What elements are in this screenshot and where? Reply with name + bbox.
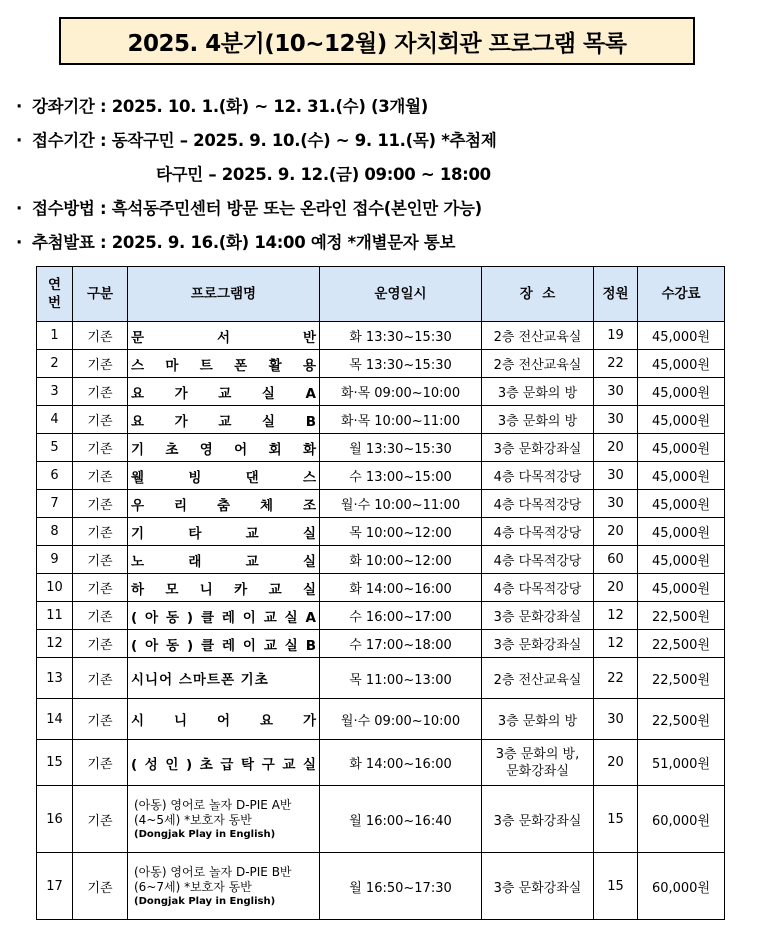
program-name-sub: (Dongjak Play in English) (134, 895, 276, 907)
header-type: 구분 (73, 267, 128, 322)
cell-type: 기존 (73, 699, 128, 740)
table-row (37, 853, 725, 920)
table-row (37, 378, 725, 406)
cell-no: 10 (37, 574, 73, 602)
cell-place: 4층 다목적강당 (482, 462, 594, 490)
cell-capacity: 30 (594, 378, 638, 406)
cell-place: 2층 전산교육실 (482, 322, 594, 350)
info-method (16, 192, 746, 226)
header-schedule: 운영일시 (320, 267, 482, 322)
cell-program-name: ( 성 인 ) 초 급 탁 구 교 실 (128, 740, 320, 786)
table-row (37, 350, 725, 378)
table-row (37, 786, 725, 853)
cell-no: 1 (37, 322, 73, 350)
cell-program-name: 스 마 트 폰 활 용 (128, 350, 320, 378)
info-application (16, 124, 746, 158)
cell-schedule: 월 16:50~17:30 (320, 853, 482, 920)
cell-program-name: 기 초 영 어 회 화 (128, 434, 320, 462)
cell-schedule: 목 10:00~12:00 (320, 518, 482, 546)
cell-place: 3층 문화강좌실 (482, 630, 594, 658)
table-header-row (37, 267, 725, 322)
header-no: 연 번 (37, 267, 73, 322)
cell-fee: 45,000원 (638, 518, 725, 546)
cell-fee: 45,000원 (638, 406, 725, 434)
info-announcement (16, 226, 746, 260)
cell-capacity: 30 (594, 490, 638, 518)
cell-capacity: 12 (594, 602, 638, 630)
header-program-name: 프로그램명 (128, 267, 320, 322)
program-name-sub: (Dongjak Play in English) (134, 828, 276, 840)
table-row (37, 546, 725, 574)
cell-place: 3층 문화의 방 (482, 406, 594, 434)
cell-schedule: 화 10:00~12:00 (320, 546, 482, 574)
cell-no: 3 (37, 378, 73, 406)
cell-place: 3층 문화강좌실 (482, 853, 594, 920)
table-row (37, 602, 725, 630)
cell-no: 9 (37, 546, 73, 574)
cell-no: 4 (37, 406, 73, 434)
table-row (37, 462, 725, 490)
program-name-text: (아동) 영어로 놀자 D-PIE A반(4~5세) *보호자 동반 (134, 797, 292, 827)
cell-place: 4층 다목적강당 (482, 574, 594, 602)
table-row (37, 699, 725, 740)
cell-type: 기존 (73, 518, 128, 546)
cell-fee: 45,000원 (638, 378, 725, 406)
info-section (16, 90, 746, 260)
cell-fee: 45,000원 (638, 546, 725, 574)
cell-place: 3층 문화의 방 (482, 378, 594, 406)
cell-program-name: 요 가 교 실 A (128, 378, 320, 406)
bullet: · (16, 131, 22, 150)
cell-type: 기존 (73, 574, 128, 602)
cell-schedule: 월 16:00~16:40 (320, 786, 482, 853)
cell-type: 기존 (73, 434, 128, 462)
table-row (37, 658, 725, 699)
cell-type: 기존 (73, 740, 128, 786)
cell-capacity: 20 (594, 574, 638, 602)
cell-capacity: 60 (594, 546, 638, 574)
cell-fee: 45,000원 (638, 322, 725, 350)
cell-type: 기존 (73, 786, 128, 853)
cell-place: 2층 전산교육실 (482, 350, 594, 378)
cell-fee: 45,000원 (638, 574, 725, 602)
info-text: 접수기간 : 동작구민 – 2025. 9. 10.(수) ~ 9. 11.(목) *추첨제 (32, 131, 497, 150)
cell-capacity: 22 (594, 350, 638, 378)
cell-no: 17 (37, 853, 73, 920)
program-name-text: (아동) 영어로 놀자 D-PIE B반(6~7세) *보호자 동반 (134, 864, 292, 894)
cell-capacity: 15 (594, 786, 638, 853)
cell-program-name: 문 서 반 (128, 322, 320, 350)
table-row (37, 434, 725, 462)
cell-program-name: 기 타 교 실 (128, 518, 320, 546)
cell-fee: 22,500원 (638, 602, 725, 630)
cell-schedule: 목 13:30~15:30 (320, 350, 482, 378)
cell-fee: 45,000원 (638, 490, 725, 518)
cell-capacity: 15 (594, 853, 638, 920)
cell-schedule: 월·수 10:00~11:00 (320, 490, 482, 518)
cell-program-name (128, 786, 320, 853)
page-title: 2025. 4분기(10~12월) 자치회관 프로그램 목록 (59, 17, 695, 65)
cell-place: 3층 문화강좌실 (482, 602, 594, 630)
cell-schedule: 화·목 09:00~10:00 (320, 378, 482, 406)
cell-schedule: 월·수 09:00~10:00 (320, 699, 482, 740)
cell-no: 16 (37, 786, 73, 853)
cell-schedule: 수 17:00~18:00 (320, 630, 482, 658)
cell-schedule: 화 14:00~16:00 (320, 574, 482, 602)
info-text: 추첨발표 : 2025. 9. 16.(화) 14:00 예정 *개별문자 통보 (32, 233, 456, 252)
cell-place: 4층 다목적강당 (482, 518, 594, 546)
cell-place: 3층 문화강좌실 (482, 786, 594, 853)
cell-fee: 51,000원 (638, 740, 725, 786)
cell-no: 8 (37, 518, 73, 546)
info-text: 강좌기간 : 2025. 10. 1.(화) ~ 12. 31.(수) (3개월) (32, 97, 428, 116)
cell-capacity: 19 (594, 322, 638, 350)
cell-type: 기존 (73, 462, 128, 490)
cell-program-name (128, 853, 320, 920)
cell-place: 3층 문화강좌실 (482, 434, 594, 462)
header-fee: 수강료 (638, 267, 725, 322)
cell-type: 기존 (73, 378, 128, 406)
cell-place: 3층 문화의 방, 문화강좌실 (482, 740, 594, 786)
cell-schedule: 화·목 10:00~11:00 (320, 406, 482, 434)
cell-fee: 45,000원 (638, 434, 725, 462)
cell-capacity: 20 (594, 740, 638, 786)
cell-no: 7 (37, 490, 73, 518)
cell-no: 14 (37, 699, 73, 740)
cell-fee: 60,000원 (638, 853, 725, 920)
cell-no: 13 (37, 658, 73, 699)
cell-place: 4층 다목적강당 (482, 546, 594, 574)
cell-program-name: 요 가 교 실 B (128, 406, 320, 434)
cell-schedule: 목 11:00~13:00 (320, 658, 482, 699)
cell-place: 3층 문화의 방 (482, 699, 594, 740)
cell-program-name: 시니어 스마트폰 기초 (128, 658, 320, 699)
bullet: · (16, 199, 22, 218)
cell-no: 5 (37, 434, 73, 462)
cell-type: 기존 (73, 546, 128, 574)
cell-capacity: 30 (594, 406, 638, 434)
table-row (37, 574, 725, 602)
cell-program-name: 우 리 춤 체 조 (128, 490, 320, 518)
cell-fee: 60,000원 (638, 786, 725, 853)
cell-schedule: 수 13:00~15:00 (320, 462, 482, 490)
info-text: 타구민 – 2025. 9. 12.(금) 09:00 ~ 18:00 (156, 165, 491, 184)
table-row (37, 630, 725, 658)
table-row (37, 322, 725, 350)
cell-capacity: 30 (594, 462, 638, 490)
info-period (16, 90, 746, 124)
table-row (37, 490, 725, 518)
program-table (36, 266, 725, 920)
cell-fee: 22,500원 (638, 699, 725, 740)
cell-schedule: 화 13:30~15:30 (320, 322, 482, 350)
cell-place: 2층 전산교육실 (482, 658, 594, 699)
bullet: · (16, 233, 22, 252)
cell-no: 2 (37, 350, 73, 378)
cell-capacity: 12 (594, 630, 638, 658)
cell-type: 기존 (73, 853, 128, 920)
cell-no: 6 (37, 462, 73, 490)
cell-capacity: 20 (594, 518, 638, 546)
cell-capacity: 22 (594, 658, 638, 699)
cell-no: 15 (37, 740, 73, 786)
cell-program-name: 시 니 어 요 가 (128, 699, 320, 740)
cell-fee: 45,000원 (638, 462, 725, 490)
cell-program-name: 하 모 니 카 교 실 (128, 574, 320, 602)
cell-capacity: 20 (594, 434, 638, 462)
cell-fee: 22,500원 (638, 630, 725, 658)
cell-place: 4층 다목적강당 (482, 490, 594, 518)
info-application-others (16, 158, 746, 192)
cell-program-name: 웰 빙 댄 스 (128, 462, 320, 490)
bullet: · (16, 97, 22, 116)
cell-program-name: ( 아 동 ) 클 레 이 교 실 A (128, 602, 320, 630)
cell-type: 기존 (73, 350, 128, 378)
table-row (37, 406, 725, 434)
cell-program-name: 노 래 교 실 (128, 546, 320, 574)
cell-fee: 45,000원 (638, 350, 725, 378)
cell-capacity: 30 (594, 699, 638, 740)
cell-type: 기존 (73, 630, 128, 658)
cell-type: 기존 (73, 406, 128, 434)
cell-type: 기존 (73, 490, 128, 518)
cell-type: 기존 (73, 322, 128, 350)
table-row (37, 518, 725, 546)
cell-type: 기존 (73, 658, 128, 699)
cell-schedule: 월 13:30~15:30 (320, 434, 482, 462)
header-capacity: 정원 (594, 267, 638, 322)
cell-schedule: 화 14:00~16:00 (320, 740, 482, 786)
header-place: 장 소 (482, 267, 594, 322)
cell-program-name: ( 아 동 ) 클 레 이 교 실 B (128, 630, 320, 658)
cell-no: 12 (37, 630, 73, 658)
cell-schedule: 수 16:00~17:00 (320, 602, 482, 630)
cell-no: 11 (37, 602, 73, 630)
cell-fee: 22,500원 (638, 658, 725, 699)
cell-type: 기존 (73, 602, 128, 630)
info-text: 접수방법 : 흑석동주민센터 방문 또는 온라인 접수(본인만 가능) (32, 199, 482, 218)
table-row (37, 740, 725, 786)
